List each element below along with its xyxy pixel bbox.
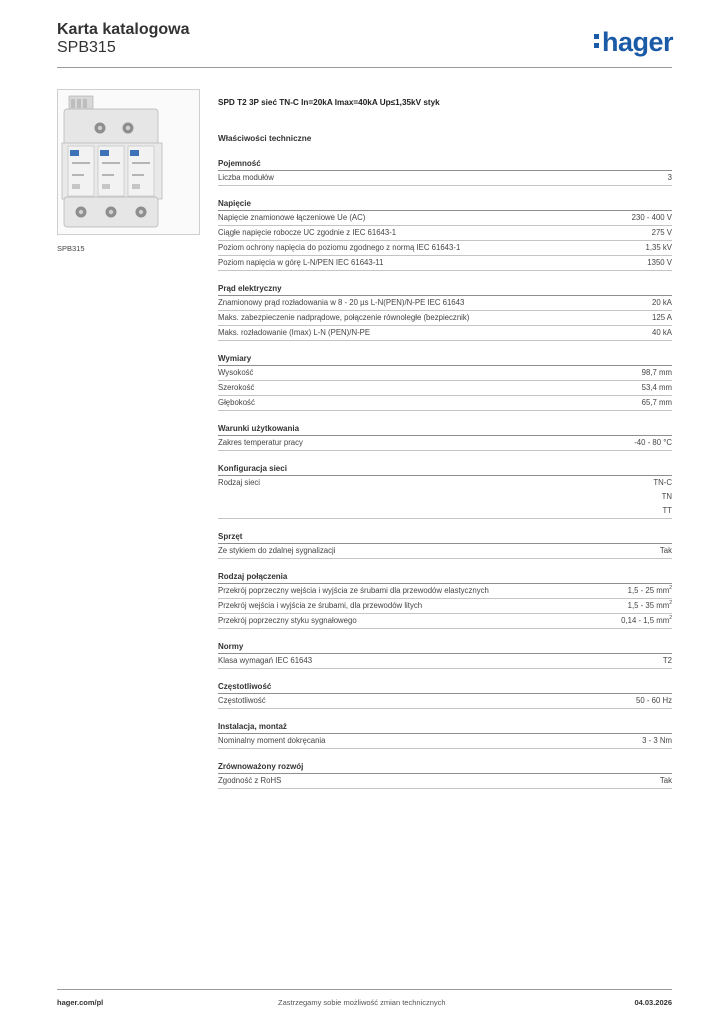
spec-row <box>218 256 672 271</box>
spec-value-line <box>642 381 672 395</box>
spec-label: Częstotliwość <box>218 696 266 705</box>
spec-value <box>636 694 672 708</box>
spec-value <box>668 171 672 185</box>
logo-dots-icon <box>594 32 601 52</box>
spec-row <box>218 381 672 396</box>
spec-value-text: 40 kA <box>652 328 672 337</box>
spec-label: Znamionowy prąd rozładowania w 8 - 20 µs L-N(PEN)/N-PE IEC 61643 <box>218 298 465 307</box>
spec-row <box>218 366 672 381</box>
spec-value-text: 230 - 400 V <box>631 213 672 222</box>
spec-value-text: TN <box>661 492 672 501</box>
section-heading: Instalacja, montaż <box>218 720 672 734</box>
spec-value-text: Tak <box>659 546 672 555</box>
spec-value-line <box>652 296 672 310</box>
spec-value-line <box>642 396 672 410</box>
spec-row <box>218 396 672 411</box>
spec-value-text: T2 <box>662 656 672 665</box>
spec-section <box>218 352 672 411</box>
footer-divider <box>57 989 672 990</box>
spec-value <box>660 544 672 558</box>
section-heading: Warunki użytkowania <box>218 422 672 436</box>
spec-value-text: 1,35 kV <box>645 243 672 252</box>
spec-section <box>218 760 672 789</box>
spec-section <box>218 197 672 271</box>
spec-row <box>218 614 672 629</box>
spec-value-text: 98,7 mm <box>641 368 672 377</box>
spec-row <box>218 226 672 241</box>
logo-text: hager <box>602 27 674 57</box>
footer-date: 04.03.2026 <box>634 998 672 1007</box>
spec-label: Poziom napięcia w górę L-N/PEN IEC 61643-11 <box>218 258 384 267</box>
unit-superscript: 2 <box>669 615 672 621</box>
spec-value-line <box>652 326 672 340</box>
spec-value-text: -40 - 80 °C <box>634 438 672 447</box>
spec-row <box>218 296 672 311</box>
spec-label: Zakres temperatur pracy <box>218 438 303 447</box>
spec-row <box>218 774 672 789</box>
spec-row <box>218 326 672 341</box>
spec-section <box>218 570 672 629</box>
spec-value <box>628 599 672 613</box>
spec-value <box>663 654 672 668</box>
spec-value <box>652 311 672 325</box>
spec-label: Przekrój wejścia i wyjścia ze śrubami, dla przewodów litych <box>218 601 423 610</box>
spec-value-line <box>642 734 672 748</box>
spec-label: Klasa wymagań IEC 61643 <box>218 656 313 665</box>
footer-website[interactable]: hager.com/pl <box>57 998 104 1007</box>
hager-logo <box>594 27 673 58</box>
spec-row <box>218 599 672 614</box>
section-heading: Normy <box>218 640 672 654</box>
spec-label: Liczba modułów <box>218 173 274 182</box>
spec-value <box>634 436 672 450</box>
spec-value-line <box>642 366 672 380</box>
spec-value <box>628 584 672 598</box>
spec-value-line <box>621 614 672 628</box>
spec-label: Przekrój poprzeczny styku sygnałowego <box>218 616 357 625</box>
spec-section <box>218 422 672 451</box>
spec-value-line <box>652 226 672 240</box>
section-heading: Sprzęt <box>218 530 672 544</box>
section-heading: Pojemność <box>218 157 672 171</box>
section-heading: Napięcie <box>218 197 672 211</box>
spec-label: Napięcie znamionowe łączeniowe Ue (AC) <box>218 213 366 222</box>
spec-value <box>646 241 672 255</box>
spec-section <box>218 282 672 341</box>
spec-row <box>218 436 672 451</box>
section-heading: Częstotliwość <box>218 680 672 694</box>
spec-value-line <box>668 171 672 185</box>
spec-label: Poziom ochrony napięcia do poziomu zgodnego z normą IEC 61643-1 <box>218 243 461 252</box>
spec-value <box>621 614 672 628</box>
technical-properties-heading: Właściwości techniczne <box>218 134 312 143</box>
spec-value-text: 125 A <box>652 313 672 322</box>
spec-label: Głębokość <box>218 398 255 407</box>
spec-value <box>653 476 672 518</box>
header-divider <box>57 67 672 68</box>
product-image <box>57 89 200 235</box>
spec-value-line <box>634 436 672 450</box>
spec-label: Maks. rozładowanie (Imax) L-N (PEN)/N-PE <box>218 328 371 337</box>
spec-value-line <box>628 584 672 598</box>
spec-value-text: 1,5 - 25 mm <box>627 586 670 595</box>
spec-sections <box>218 157 672 789</box>
spec-value-line <box>653 490 672 504</box>
spec-value <box>652 226 672 240</box>
spec-value-line <box>653 476 672 490</box>
spec-value <box>642 381 672 395</box>
section-heading: Wymiary <box>218 352 672 366</box>
spec-row <box>218 476 672 519</box>
spec-value <box>642 734 672 748</box>
spec-value-text: 20 kA <box>652 298 672 307</box>
spec-label: Szerokość <box>218 383 255 392</box>
spec-section <box>218 530 672 559</box>
section-heading: Zrównoważony rozwój <box>218 760 672 774</box>
spec-value <box>632 211 672 225</box>
spec-value <box>642 396 672 410</box>
image-caption: SPB315 <box>57 244 85 253</box>
spec-section <box>218 680 672 709</box>
spec-value-text: 65,7 mm <box>641 398 672 407</box>
spec-section <box>218 157 672 186</box>
spec-row <box>218 211 672 226</box>
spec-value-text: TT <box>662 506 672 515</box>
spec-value <box>652 326 672 340</box>
spec-content <box>218 96 672 789</box>
spec-section <box>218 462 672 519</box>
spec-value <box>642 366 672 380</box>
spec-value-text: 275 V <box>651 228 672 237</box>
spec-label: Ciągłe napięcie robocze UC zgodnie z IEC 61643-1 <box>218 228 397 237</box>
spec-value-line <box>647 256 672 270</box>
spec-value-line <box>660 774 672 788</box>
spec-label: Wysokość <box>218 368 254 377</box>
spec-row <box>218 241 672 256</box>
spec-row <box>218 311 672 326</box>
unit-superscript: 2 <box>669 600 672 606</box>
spec-value-line <box>660 544 672 558</box>
spec-value-text: 53,4 mm <box>641 383 672 392</box>
spec-label: Przekrój poprzeczny wejścia i wyjścia ze śrubami dla przewodów elastycznych <box>218 586 489 595</box>
unit-superscript: 2 <box>669 585 672 591</box>
spec-value-text: Tak <box>659 776 672 785</box>
product-title: SPD T2 3P sieć TN-C In=20kA Imax=40kA Up≤1,35kV styk <box>218 98 440 107</box>
spec-label: Zgodność z RoHS <box>218 776 282 785</box>
spec-value-text: 0,14 - 1,5 mm <box>621 616 670 625</box>
section-heading: Konfiguracja sieci <box>218 462 672 476</box>
page-title: Karta katalogowa <box>57 21 190 38</box>
spec-row <box>218 654 672 669</box>
spec-value-line <box>628 599 672 613</box>
footer-disclaimer: Zastrzegamy sobie możliwość zmian technicznych <box>278 998 446 1007</box>
spec-value-line <box>653 504 672 518</box>
spec-value <box>647 256 672 270</box>
spec-section <box>218 720 672 749</box>
spec-row <box>218 584 672 599</box>
spec-value-line <box>646 241 672 255</box>
spec-label: Nominalny moment dokręcania <box>218 736 326 745</box>
section-heading: Prąd elektryczny <box>218 282 672 296</box>
product-code: SPB315 <box>57 39 116 56</box>
spec-section <box>218 640 672 669</box>
spec-value-line <box>652 311 672 325</box>
spec-label: Ze stykiem do zdalnej sygnalizacji <box>218 546 336 555</box>
spec-value-text: 1,5 - 35 mm <box>627 601 670 610</box>
spec-label: Maks. zabezpieczenie nadprądowe, połączenie równoległe (bezpiecznik) <box>218 313 470 322</box>
spec-label: Rodzaj sieci <box>218 478 261 487</box>
spec-value <box>660 774 672 788</box>
spec-value-text: 1350 V <box>647 258 672 267</box>
spec-value-line <box>663 654 672 668</box>
section-heading: Rodzaj połączenia <box>218 570 672 584</box>
spec-row <box>218 694 672 709</box>
spec-value-line <box>636 694 672 708</box>
spec-row <box>218 171 672 186</box>
spec-value <box>652 296 672 310</box>
spec-row <box>218 544 672 559</box>
surge-protector-icon <box>58 90 201 236</box>
spec-value-text: TN-C <box>653 478 672 487</box>
spec-row <box>218 734 672 749</box>
spec-value-line <box>632 211 672 225</box>
spec-value-text: 3 <box>667 173 672 182</box>
spec-value-text: 50 - 60 Hz <box>636 696 672 705</box>
spec-value-text: 3 - 3 Nm <box>642 736 672 745</box>
